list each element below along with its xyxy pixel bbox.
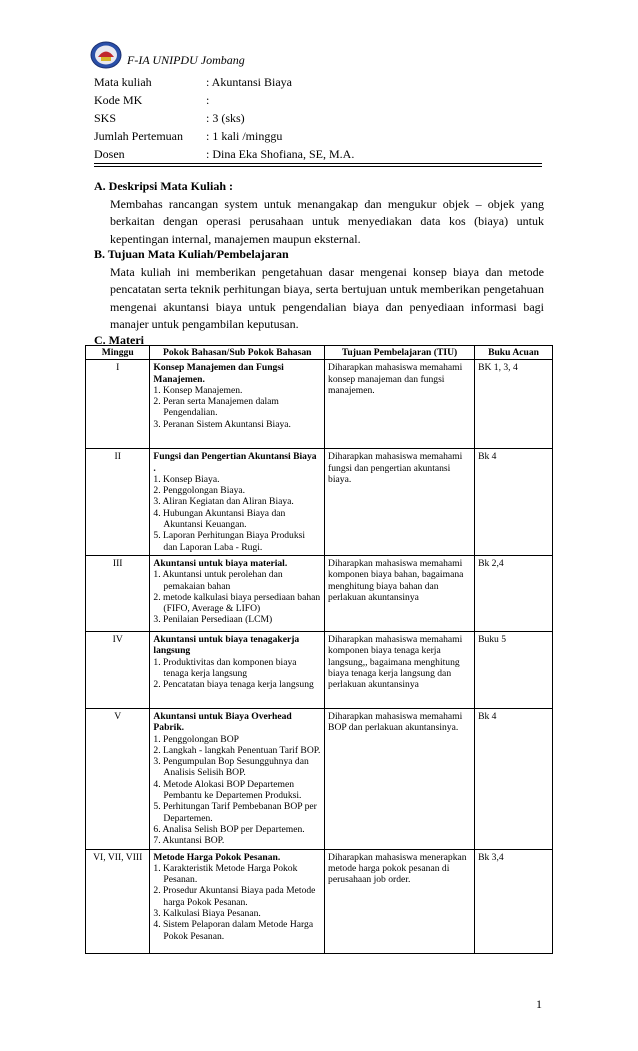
week-cell: I [86,360,150,449]
info-value: : 1 kali /minggu [206,129,283,143]
book-cell: Buku 5 [475,631,553,708]
topic-item: 3. Kalkulasi Biaya Pesanan. [153,908,261,920]
info-row [94,145,354,163]
table-row [86,849,553,953]
book-cell: Bk 4 [475,708,553,849]
header-tujuan: Tujuan Pembelajaran (TIU) [325,346,475,360]
header-minggu: Minggu [86,346,150,360]
topic-item: 4. Sistem Pelaporan dalam Metode Harga Pokok Pesanan. [153,919,314,942]
topic-item: 2. Pencatatan biaya tenaga kerja langsung [153,679,314,691]
topic-item: 3. Pengumpulan Bop Sesungguhnya dan Analisis Selisih BOP. [153,756,309,779]
info-label: Jumlah Pertemuan [94,129,183,143]
university-logo-icon [90,40,122,70]
section-materi-title: C. Materi [94,333,144,347]
header-rule-top [94,163,542,164]
topic-item: 2. Prosedur Akuntansi Biaya pada Metode harga Pokok Pesanan. [153,885,316,908]
paragraph-line: kepentingan internal, manajemen maupun eksternal. [110,231,361,246]
topic-cell [150,360,325,449]
book-cell: BK 1, 3, 4 [475,360,553,449]
topic-item: 1. Produktivitas dan komponen biaya tenaga kerja langsung [153,656,297,679]
goal-cell: Diharapkan mahasiswa memahami komponen biaya tenaga kerja langsung,, bagaimana menghitung biaya tenaga kerja langsung dan perlakuan akuntansinya [325,631,475,708]
topic-item: 1. Karakteristik Metode Harga Pokok Pesanan. [153,862,298,886]
topic-item: 6. Analisa Selish BOP per Departemen. [153,823,305,835]
paragraph-line: pengetahuan mengenai akuntansi biaya untuk pengendalian biaya dan penyediaan [110,282,544,314]
topic-item: 4. Hubungan Akuntansi Biaya dan Akuntansi Keuangan. [153,507,286,531]
info-row [94,91,354,109]
institution-name: F-IA UNIPDU Jombang [127,53,245,67]
table-row [86,631,553,708]
topic-item: 2. Peran serta Manajemen dalam Pengendalian. [153,396,279,419]
topic-title: Akuntansi untuk biaya material. [153,557,288,569]
week-cell: V [86,708,150,849]
book-cell: Bk 4 [475,449,553,556]
info-row [94,109,354,127]
topic-item: 4. Metode Alokasi BOP Departemen Pembantu ke Departemen Produksi. [153,778,302,802]
info-row [94,127,354,145]
paragraph-line: informasi bagi manajer untuk pengambilan keputusan. [110,299,544,331]
week-cell: III [86,555,150,631]
topic-cell [150,449,325,556]
table-row [86,708,553,849]
topic-item: 5. Laporan Perhitungan Biaya Produksi dan Laporan Laba - Rugi. [153,530,306,553]
topic-item: 7. Akuntansi BOP. [153,835,225,847]
book-cell: Bk 2,4 [475,555,553,631]
info-value: : Dina Eka Shofiana, SE, M.A. [206,147,355,161]
header-pokok-bahasan: Pokok Bahasan/Sub Pokok Bahasan [150,346,325,360]
topic-title: Metode Harga Pokok Pesanan. [153,851,281,863]
goal-cell: Diharapkan mahasiswa memahami komponen biaya bahan, bagaimana menghitung biaya bahan dan perlakuan akuntansinya [325,555,475,631]
info-value: : [206,93,210,107]
info-label: SKS [94,111,117,125]
topic-item: 2. Penggolongan Biaya. [153,485,246,497]
table-header-row [86,346,553,360]
topic-item: 1. Penggolongan BOP [153,733,239,745]
section-objective [94,246,544,334]
topic-title: Akuntansi untuk Biaya Overhead Pabrik. [153,710,292,734]
paragraph-line: Membahas rancangan system untuk menangakap dan mengukur objek – objek yang [110,196,544,211]
topic-item: 1. Konsep Biaya. [153,473,220,485]
header-rule-bottom [94,166,542,167]
topic-item: 5. Perhitungan Tarif Pembebanan BOP per Departemen. [153,801,317,824]
goal-cell: Diharapkan mahasiswa memahami fungsi dan pengertian akuntansi biaya. [325,449,475,556]
course-info [94,73,354,163]
table-row [86,555,553,631]
week-cell: IV [86,631,150,708]
info-label: Kode MK [94,93,143,107]
page-number: 1 [536,997,542,1011]
info-value: : 3 (sks) [206,111,245,125]
paragraph-line: berkaitan dengan operasi perusahaan untuk menyediakan data kos (biaya) untuk [110,214,544,228]
info-label: Dosen [94,147,125,161]
topic-title: Fungsi dan Pengertian Akuntansi Biaya . [153,451,317,474]
topic-title: Akuntansi untuk biaya tenagakerja langsung [153,633,300,657]
materi-table [85,345,553,954]
topic-item: 3. Peranan Sistem Akuntansi Biaya. [153,418,291,430]
topic-item: 1. Konsep Manajemen. [153,384,243,396]
paragraph-line: Mata kuliah ini memberikan pengetahuan dasar mengenai konsep biaya dan metode [110,264,544,279]
week-cell: II [86,449,150,556]
topic-item: 2. Langkah - langkah Penentuan Tarif BOP. [153,744,321,756]
goal-cell: Diharapkan mahasiswa memahami BOP dan perlakuan akuntansinya. [325,708,475,849]
section-description-title: A. Deskripsi Mata Kuliah : [94,179,234,193]
topic-item: 3. Penilaian Persediaan (LCM) [153,614,273,626]
week-cell: VI, VII, VIII [86,849,150,953]
topic-cell [150,555,325,631]
topic-title: Konsep Manajemen dan Fungsi Manajemen. [153,362,284,385]
paragraph-line: pencatatan serta teknik perhitungan biaya, serta bertujuan untuk memberikan [110,282,481,296]
goal-cell: Diharapkan mahasiswa menerapkan metode harga pokok pesanan di perusahaan job order. [325,849,475,953]
section-objective-title: B. Tujuan Mata Kuliah/Pembelajaran [94,247,289,261]
topic-item: 3. Aliran Kegiatan dan Aliran Biaya. [153,496,294,508]
section-description [94,178,544,248]
goal-cell: Diharapkan mahasiswa memahami konsep manajeman dan fungsi manajemen. [325,360,475,449]
section-objective-body [110,264,544,334]
topic-item: 2. metode kalkulasi biaya persediaan bahan (FIFO, Average & LIFO) [153,591,321,615]
table-row [86,449,553,556]
topic-cell [150,849,325,953]
topic-item: 1. Akuntansi untuk perolehan dan pemakaian bahan [153,569,283,592]
info-row [94,73,354,91]
book-cell: Bk 3,4 [475,849,553,953]
topic-cell [150,708,325,849]
table-row [86,360,553,449]
header-buku-acuan: Buku Acuan [475,346,553,360]
info-value: : Akuntansi Biaya [206,75,292,89]
section-description-body [110,196,544,249]
info-label: Mata kuliah [94,75,152,89]
topic-cell [150,631,325,708]
